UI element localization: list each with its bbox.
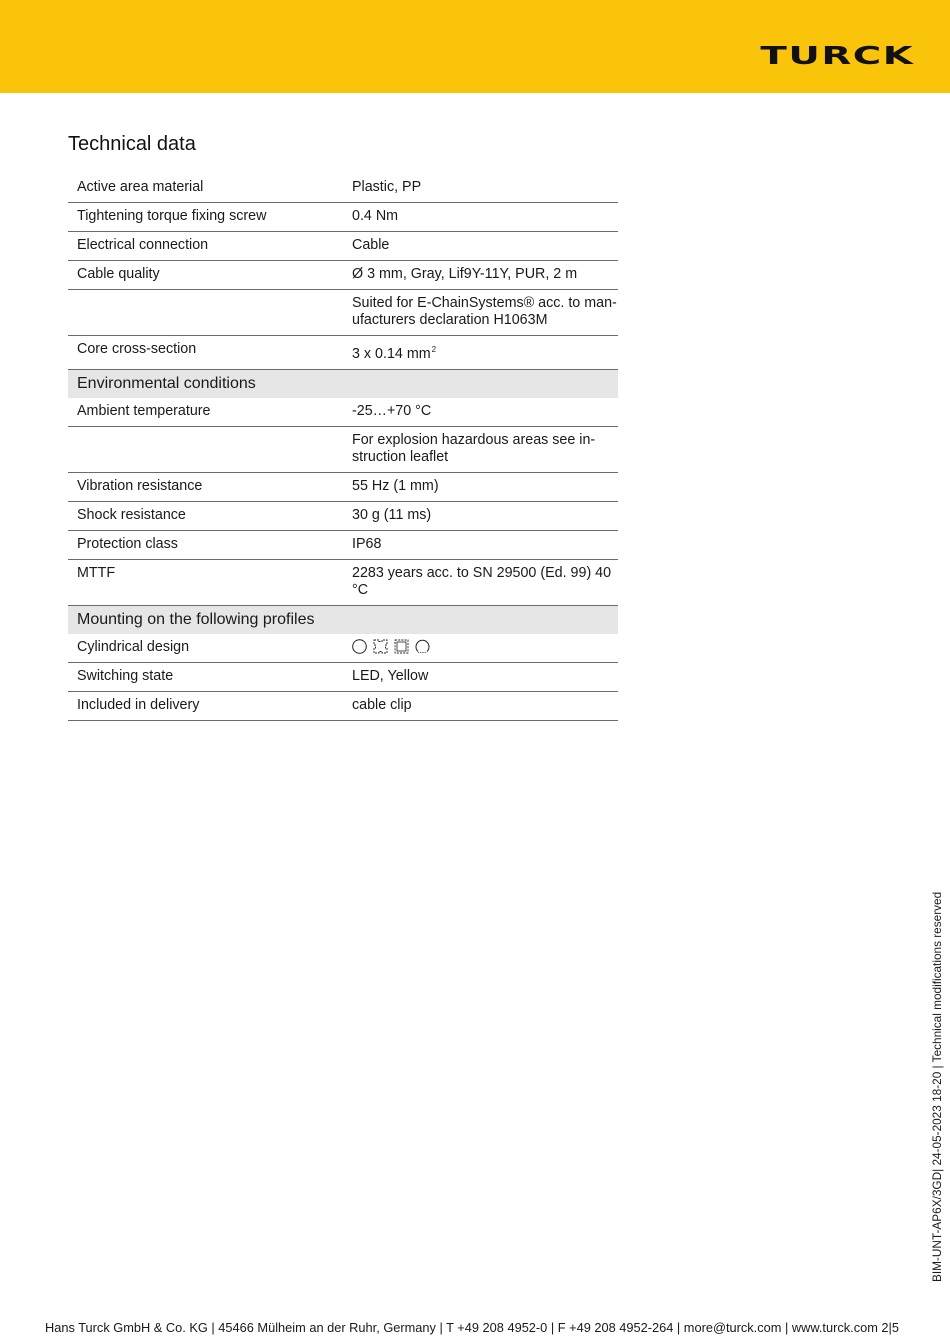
spec-value <box>343 336 618 370</box>
spec-value-text: 0.4 Nm <box>352 208 399 224</box>
spec-value <box>343 426 618 472</box>
spec-value <box>343 174 618 203</box>
document-side-note: BIM-UNT-AP6X/3GD| 24-05-2023 18-20 | Technical modifications reserved <box>930 891 944 1282</box>
section-heading: Mounting on the following profiles <box>68 605 618 634</box>
spec-label <box>68 426 343 472</box>
spec-value <box>343 691 618 720</box>
spec-value <box>343 501 618 530</box>
unit-superscript: 2 <box>431 345 437 354</box>
spec-label: Electrical connection <box>68 232 343 261</box>
spec-label: Ambient temperature <box>68 398 343 427</box>
spec-label: Switching state <box>68 662 343 691</box>
spec-value <box>343 232 618 261</box>
table-row <box>68 174 618 203</box>
round-slot-profile-icon <box>415 639 429 653</box>
square-groove-profile-icon <box>394 639 408 653</box>
spec-label: Vibration resistance <box>68 472 343 501</box>
spec-label: Core cross-section <box>68 336 343 370</box>
spec-value <box>343 634 618 663</box>
spec-value-text: 2283 years acc. to SN 29500 (Ed. 99) 40 °C <box>352 564 612 598</box>
table-row <box>68 203 618 232</box>
spec-label: Active area material <box>68 174 343 203</box>
table-row <box>68 426 618 472</box>
spec-value <box>343 398 618 427</box>
table-row <box>68 472 618 501</box>
table-row <box>68 691 618 720</box>
table-row <box>68 336 618 370</box>
section-row <box>68 369 618 398</box>
table-row <box>68 662 618 691</box>
spec-label: Cylindrical design <box>68 634 343 663</box>
spec-value <box>343 290 618 336</box>
section-heading: Environmental conditions <box>68 369 618 398</box>
table-row <box>68 559 618 605</box>
table-row <box>68 501 618 530</box>
spec-value-text: 55 Hz (1 mm) <box>352 477 439 494</box>
page-title: Technical data <box>68 133 196 155</box>
spec-value-text: cable clip <box>352 696 412 713</box>
spec-value <box>343 472 618 501</box>
spec-value-text: Ø 3 mm, Gray, Lif9Y-11Y, PUR, 2 m <box>352 266 578 282</box>
spec-label: Cable quality <box>68 261 343 290</box>
spec-value-text: IP68 <box>352 535 382 552</box>
spec-value-text: Plastic, PP <box>352 179 422 195</box>
table-row <box>68 398 618 427</box>
spec-value <box>343 530 618 559</box>
spec-value-text: -25…+70 °C <box>352 402 432 419</box>
table-row <box>68 530 618 559</box>
spec-value-text: Suited for E-ChainSystems® acc. to man-ufacturers declaration H1063M <box>352 295 617 328</box>
spec-label: Included in delivery <box>68 691 343 720</box>
spec-label: MTTF <box>68 559 343 605</box>
table-row <box>68 634 618 663</box>
spec-label: Shock resistance <box>68 501 343 530</box>
circle-profile-icon <box>352 639 366 653</box>
spec-value <box>343 662 618 691</box>
spec-value-text: For explosion hazardous areas see in-struction leaflet <box>352 431 596 465</box>
spec-label <box>68 290 343 336</box>
technical-data-table <box>68 174 618 721</box>
section-row <box>68 605 618 634</box>
header-bar <box>0 0 950 93</box>
spec-value-text: 3 x 0.14 mm <box>352 345 431 362</box>
spec-value-text: Cable <box>352 237 390 253</box>
spec-value <box>343 261 618 290</box>
spec-value-text: 30 g (11 ms) <box>352 506 432 523</box>
footer-contact: Hans Turck GmbH & Co. KG | 45466 Mülheim an der Ruhr, Germany | T +49 208 4952-0 | F +49 208 4952-264 | more@turck.com | www.turck.com 2|5 <box>45 1320 899 1335</box>
turck-logo: TURCK <box>760 41 914 70</box>
table-row <box>68 261 618 290</box>
spec-label: Tightening torque fixing screw <box>68 203 343 232</box>
spec-value-text: LED, Yellow <box>352 667 429 684</box>
table-row <box>68 290 618 336</box>
table-row <box>68 232 618 261</box>
spec-value <box>343 559 618 605</box>
spec-value <box>343 203 618 232</box>
square-slot-profile-icon <box>373 639 387 653</box>
spec-label: Protection class <box>68 530 343 559</box>
